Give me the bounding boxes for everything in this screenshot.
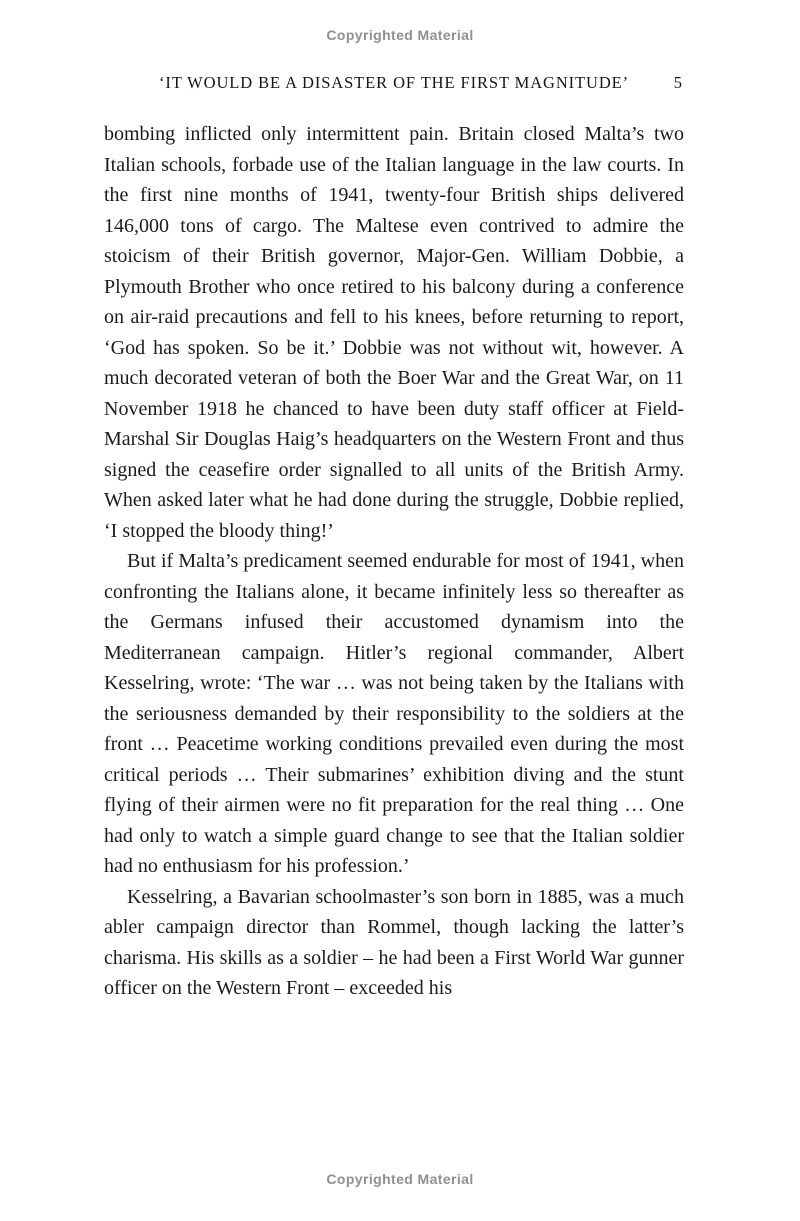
page-number: 5 [673, 73, 682, 92]
running-header-title: ‘IT WOULD BE A DISASTER OF THE FIRST MAGNITUDE’ [158, 73, 630, 92]
body-text-block [104, 119, 684, 1004]
paragraph: Kesselring, a Bavarian schoolmaster’s son born in 1885, was a much abler campaign director than Rommel, though lacking the latter’s charisma. His skills as a soldier – he had been a First World War gunner officer on the Western Front – exceeded his [104, 885, 684, 999]
copyright-notice-top: Copyrighted Material [326, 27, 474, 43]
copyright-notice-bottom: Copyrighted Material [326, 1171, 474, 1187]
paragraph: bombing inflicted only intermittent pain. Britain closed Malta’s two Italian schools, forbade use of the Italian language in the law courts. In the first nine months of 1941, twenty-four British ships delivered 146,000 tons of cargo. The Maltese even contrived to admire the stoicism of their British governor, Major-Gen. William Dobbie, a Plymouth Brother who once retired to his balcony during a conference on air-raid precautions and fell to his knees, before returning to report, ‘God has spoken. So be it.’ Dobbie was not without wit, however. A much decorated veteran of both the Boer War and the Great War, on 11 November 1918 he chanced to have been duty staff officer at Field-Marshal Sir Douglas Haig’s headquarters on the Western Front and thus signed the ceasefire order signalled to all units of the British Army. When asked later what he had done during the struggle, Dobbie replied, ‘I stopped the bloody thing!’ [104, 123, 684, 542]
paragraph: But if Malta’s predicament seemed endurable for most of 1941, when confronting the Italians alone, it became infinitely less so thereafter as the Germans infused their accustomed dynamism into the Mediterranean campaign. Hitler’s regional commander, Albert Kesselring, wrote: ‘The war … was not being taken by the Italians with the seriousness demanded by their responsibility to the soldiers at the front … Peacetime working conditions prevailed even during the most critical periods … Their submarines’ exhibition diving and the stunt flying of their airmen were no fit preparation for the real thing … One had only to watch a simple guard change to see that the Italian soldier had no enthusiasm for his profession.’ [104, 550, 684, 877]
running-header [104, 73, 684, 93]
